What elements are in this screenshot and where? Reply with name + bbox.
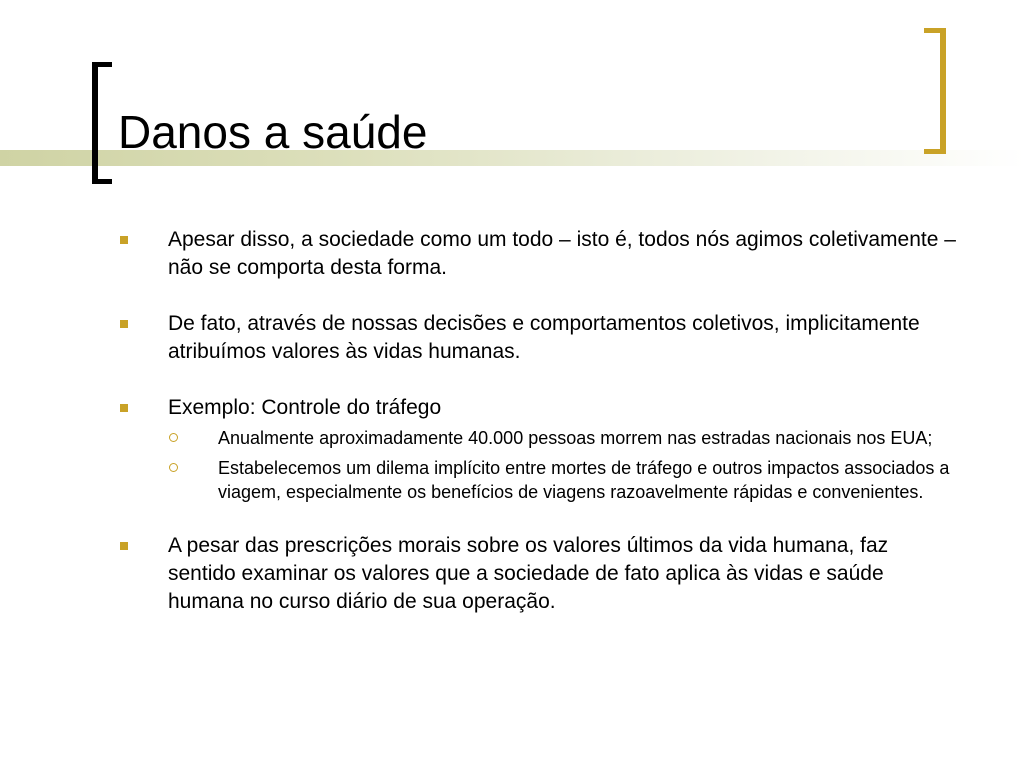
sub-bullet-item: [120, 426, 960, 450]
bullet-text: Apesar disso, a sociedade como um todo – isto é, todos nós agimos coletivamente – não se comporta desta forma.: [168, 228, 956, 279]
bullet-item: [120, 226, 960, 282]
bullet-text: A pesar das prescrições morais sobre os valores últimos da vida humana, faz sentido examinar os valores que a sociedade de fato aplica às vidas e saúde humana no curso diário de sua operação.: [168, 534, 889, 613]
bullet-item: [120, 532, 960, 616]
slide-title: Danos a saúde: [118, 106, 428, 158]
right-bracket-decoration: [924, 28, 946, 154]
bullet-list: [120, 226, 960, 644]
left-bracket-decoration: [92, 62, 112, 184]
sub-bullet-text: Anualmente aproximadamente 40.000 pessoas morrem nas estradas nacionais nos EUA;: [218, 428, 933, 448]
bullet-item: [120, 394, 960, 422]
square-bullet-icon: [120, 542, 128, 550]
bullet-text: Exemplo: Controle do tráfego: [168, 396, 442, 419]
circle-bullet-icon: [169, 433, 178, 442]
square-bullet-icon: [120, 404, 128, 412]
bullet-item: [120, 310, 960, 366]
sub-bullet-list: [120, 426, 960, 504]
circle-bullet-icon: [169, 463, 178, 472]
square-bullet-icon: [120, 236, 128, 244]
square-bullet-icon: [120, 320, 128, 328]
bullet-text: De fato, através de nossas decisões e comportamentos coletivos, implicitamente atribuímos valores às vidas humanas.: [168, 312, 920, 363]
sub-bullet-text: Estabelecemos um dilema implícito entre mortes de tráfego e outros impactos associados a viagem, especialmente os benefícios de viagens razoavelmente rápidas e convenientes.: [218, 458, 950, 502]
sub-bullet-item: [120, 456, 960, 504]
